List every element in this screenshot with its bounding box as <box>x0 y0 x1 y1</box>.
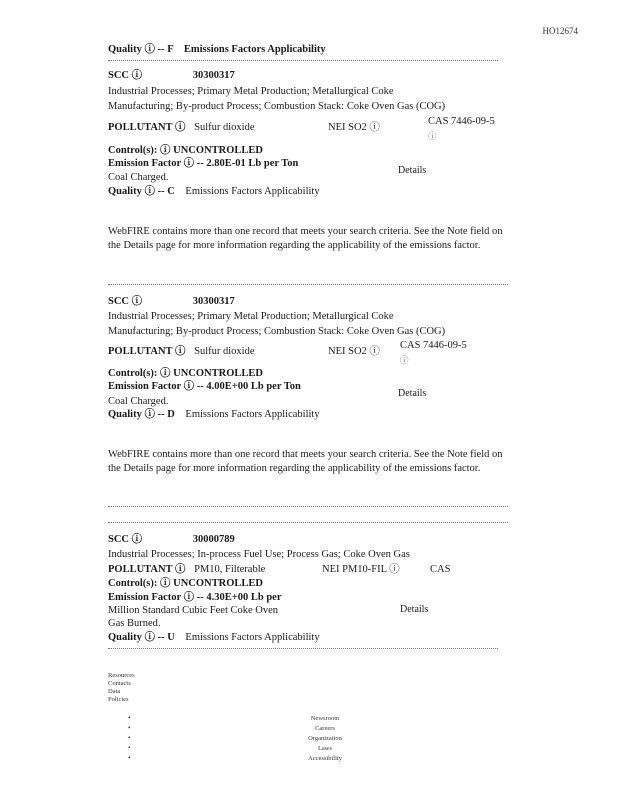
process-line-1: Industrial Processes; Primary Metal Production; Metallurgical Coke <box>108 86 394 97</box>
cas-number: CAS 7446-09-5 <box>400 340 467 351</box>
quality-link[interactable]: Emissions Factors Applicability <box>185 632 320 643</box>
cas-number: CAS <box>430 564 451 575</box>
factor-continued-2: Gas Burned. <box>108 618 161 629</box>
quality-line: Quality ⓘ -- U Emissions Factors Applicability <box>108 632 320 643</box>
details-link[interactable]: Details <box>398 388 427 399</box>
footer-link[interactable]: Accessibility <box>308 755 342 762</box>
pollutant-line: POLLUTANT ⓘ PM10, Filterable <box>108 564 266 575</box>
scc-label: SCC ⓘ <box>108 534 143 545</box>
cas-info-icon[interactable]: ⓘ <box>400 355 409 365</box>
bullet-icon: • <box>128 754 131 762</box>
scc-code[interactable]: 30300317 <box>192 296 235 307</box>
footer-link[interactable]: Organization <box>308 735 342 742</box>
footer-link[interactable]: Newsroom <box>310 715 340 722</box>
nei-code: NEI PM10-FIL ⓘ <box>322 564 400 575</box>
nei-code: NEI SO2 ⓘ <box>328 122 380 133</box>
cas-info-icon[interactable]: ⓘ <box>428 131 437 141</box>
footer-link[interactable]: Laws <box>317 745 333 752</box>
emission-factor-line: Emission Factor ⓘ -- 4.30E+00 Lb per <box>108 592 282 603</box>
bullet-icon: • <box>128 734 131 742</box>
top-quality: Quality ⓘ -- F Emissions Factors Applicability <box>108 44 326 55</box>
footer-link[interactable]: Careers <box>315 725 335 732</box>
top-quality-link[interactable]: Emissions Factors Applicability <box>183 44 326 55</box>
control-line: Control(s): ⓘ UNCONTROLLED <box>108 368 263 379</box>
record-3-scc-line <box>108 534 235 546</box>
scc-label: SCC ⓘ <box>108 70 143 81</box>
page-id: HO12674 <box>542 26 578 36</box>
emission-factor-line: Emission Factor ⓘ -- 2.80E-01 Lb per Ton <box>108 158 299 169</box>
footer-link[interactable]: Contacts <box>108 680 131 687</box>
footer-link[interactable]: Resources <box>108 672 135 679</box>
factor-continued-1: Million Standard Cubic Feet Coke Oven <box>108 605 279 616</box>
record-2-scc-line <box>108 296 235 308</box>
details-link[interactable]: Details <box>398 165 427 176</box>
process-line-2: Manufacturing; By-product Process; Combustion Stack: Coke Oven Gas (COG) <box>108 326 446 337</box>
process-line-1: Industrial Processes; Primary Metal Production; Metallurgical Coke <box>108 311 394 322</box>
control-line: Control(s): ⓘ UNCONTROLLED <box>108 578 263 589</box>
bullet-icon: • <box>128 724 131 732</box>
separator <box>108 648 498 649</box>
record-1-scc-line <box>108 70 235 82</box>
coal-charged: Coal Charged. <box>108 396 169 407</box>
footer-left-links <box>108 672 135 704</box>
emission-factor-line: Emission Factor ⓘ -- 4.00E+00 Lb per Ton <box>108 381 301 392</box>
footer-center-links <box>300 714 350 764</box>
bullet-icon: • <box>128 714 131 722</box>
record-note: WebFIRE contains more than one record that meets your search criteria. See the Note field on the Details page for more information regarding the applicability of the emissions factor. <box>108 226 503 251</box>
bullet-icon: • <box>128 744 131 752</box>
nei-code: NEI SO2 ⓘ <box>328 346 380 357</box>
control-line: Control(s): ⓘ UNCONTROLLED <box>108 145 263 156</box>
quality-link[interactable]: Emissions Factors Applicability <box>185 186 320 197</box>
footer-link[interactable]: Policies <box>108 696 129 703</box>
pollutant-line: POLLUTANT ⓘ Sulfur dioxide <box>108 346 255 357</box>
record-note: WebFIRE contains more than one record that meets your search criteria. See the Note field on the Details page for more information regarding the applicability of the emissions factor. <box>108 449 503 474</box>
cas-number: CAS 7446-09-5 <box>428 116 495 127</box>
pollutant-line: POLLUTANT ⓘ Sulfur dioxide <box>108 122 255 133</box>
footer-link[interactable]: Data <box>108 688 121 695</box>
quality-line: Quality ⓘ -- D Emissions Factors Applicability <box>108 409 320 420</box>
scc-label: SCC ⓘ <box>108 296 143 307</box>
separator <box>108 284 508 285</box>
pollutant-name[interactable]: PM10, Filterable <box>194 564 266 575</box>
quality-link[interactable]: Emissions Factors Applicability <box>185 409 320 420</box>
separator <box>108 522 508 523</box>
separator <box>108 60 498 61</box>
process-line-2: Manufacturing; By-product Process; Combustion Stack: Coke Oven Gas (COG) <box>108 101 446 112</box>
scc-code[interactable]: 30000789 <box>192 534 235 545</box>
coal-charged: Coal Charged. <box>108 172 169 183</box>
details-link[interactable]: Details <box>400 604 429 615</box>
process-line-1: Industrial Processes; In-process Fuel Use; Process Gas; Coke Oven Gas <box>108 549 410 560</box>
quality-line: Quality ⓘ -- C Emissions Factors Applicability <box>108 186 320 197</box>
pollutant-name[interactable]: Sulfur dioxide <box>194 346 255 357</box>
separator <box>108 506 508 507</box>
pollutant-name[interactable]: Sulfur dioxide <box>194 122 255 133</box>
scc-code[interactable]: 30300317 <box>192 70 235 81</box>
